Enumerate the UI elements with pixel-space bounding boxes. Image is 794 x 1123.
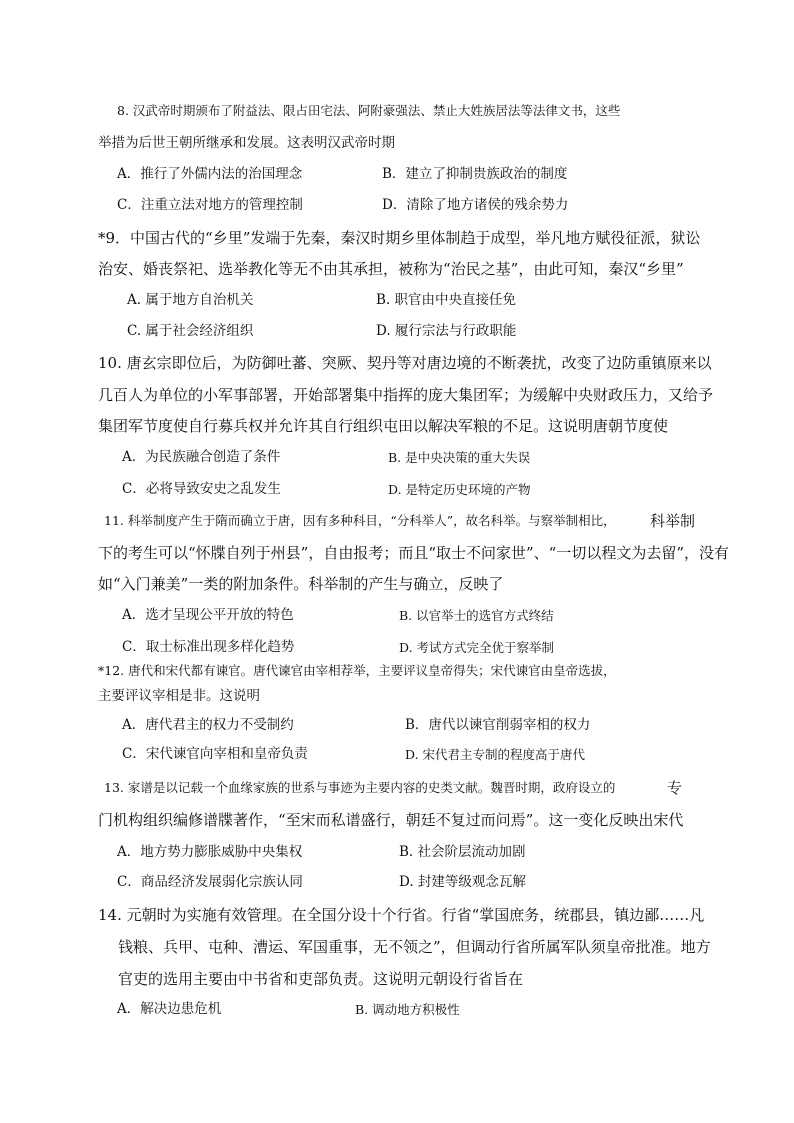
q8-option-c: C．注重立法对地方的管理控制 — [117, 197, 303, 213]
q12-stem-line2: 主要评议宰相是非。这说明 — [98, 688, 260, 704]
q11-option-d: D. 考试方式完全优于察举制 — [399, 640, 555, 655]
q8-stem-line1: 8. 汉武帝时期颁布了附益法、限占田宅法、阿附豪强法、禁止大姓族居法等法律文书，这些 — [117, 103, 621, 118]
q11-option-b: B. 以官举士的选官方式终结 — [399, 608, 554, 623]
q12-option-a: A．唐代君主的权力不受制约 — [122, 717, 294, 733]
q12-stem-line1: *12. 唐代和宋代都有谏官。唐代谏官由宰相荐举，主要评议皇帝得失；宋代谏官由皇帝选拔， — [98, 663, 616, 678]
q10-option-d: D. 是特定历史环境的产物 — [388, 482, 531, 497]
q13-stem-line1: 13. 家谱是以记载一个血缘家族的世系与事迹为主要内容的史类文献。魏晋时期，政府设立的 — [104, 780, 616, 795]
q10-stem-line1: 10. 唐玄宗即位后，为防御吐蕃、突厥、契丹等对唐边境的不断袭扰，改变了边防重镇原来以 — [98, 354, 712, 372]
q13-option-a: A．地方势力膨胀威胁中央集权 — [117, 844, 303, 860]
q11-option-a: A．选才呈现公平开放的特色 — [122, 607, 294, 623]
q13-option-b: B. 社会阶层流动加剧 — [399, 844, 526, 860]
q12-option-d: D. 宋代君主专制的程度高于唐代 — [405, 747, 586, 762]
q10-option-b: B. 是中央决策的重大失误 — [388, 450, 531, 465]
q11-stem-line1: 11. 科举制度产生于隋而确立于唐，因有多种科目，“分科举人”，故名科举。与察举制相比， — [104, 513, 616, 528]
q14-stem-line3: 官吏的选用主要由中书省和吏部负责。这说明元朝设行省旨在 — [118, 970, 524, 988]
q13-option-c: C．商品经济发展弱化宗族认同 — [117, 874, 303, 890]
q11-option-c: C．取士标准出现多样化趋势 — [122, 639, 295, 655]
q9-option-d: D. 履行宗法与行政职能 — [376, 323, 517, 339]
q8-option-d: D．清除了地方诸侯的残余势力 — [382, 197, 569, 213]
q11-stem-line1-end: 科举制 — [650, 512, 696, 530]
q9-option-a: A. 属于地方自治机关 — [127, 292, 254, 308]
q10-stem-line3: 集团军节度使自行募兵权并允许其自行组织屯田以解决军粮的不足。这说明唐朝节度使 — [98, 417, 669, 435]
q9-option-c: C. 属于社会经济组织 — [127, 323, 254, 339]
q11-stem-line3: 如“入门兼美”一类的附加条件。科举制的产生与确立，反映了 — [98, 575, 504, 593]
q14-option-b: B. 调动地方积极性 — [355, 1002, 460, 1017]
q14-stem-line1: 14. 元朝时为实施有效管理。在全国分设十个行省。行省“掌国庶务，统郡县，镇边鄙……凡 — [98, 906, 705, 924]
q13-stem-line1-end: 专 — [667, 779, 683, 797]
q13-option-d: D. 封建等级观念瓦解 — [399, 874, 526, 890]
q9-stem-line2: 治安、婚丧祭祀、选举教化等无不由其承担，被称为“治民之基”，由此可知，秦汉“乡里” — [98, 260, 684, 278]
q13-stem-line2: 门机构组织编修谱牒著作，“至宋而私谱盛行，朝廷不复过而问焉”。这一变化反映出宋代 — [98, 811, 684, 829]
q10-option-a: A．为民族融合创造了条件 — [122, 449, 281, 465]
q12-option-b: B．唐代以谏官削弱宰相的权力 — [405, 717, 591, 733]
q9-stem-line1: *9．中国古代的“乡里”发端于先秦，秦汉时期乡里体制趋于成型，举凡地方赋役征派，狱讼 — [98, 229, 701, 247]
q8-stem-line2: 举措为后世王朝所继承和发展。这表明汉武帝时期 — [98, 135, 395, 151]
q11-stem-line2: 下的考生可以“怀牒自列于州县”，自由报考；而且“取士不问家世”、“一切以程文为去留”，没有 — [98, 544, 730, 562]
q8-option-b: B．建立了抑制贵族政治的制度 — [382, 166, 568, 182]
q10-stem-line2: 几百人为单位的小军事部署，开始部署集中指挥的庞大集团军；为缓解中央财政压力，又给予 — [98, 386, 714, 404]
q10-option-c: C．必将导致安史之乱发生 — [122, 481, 281, 497]
q14-stem-line2: 钱粮、兵甲、屯种、漕运、军国重事，无不领之”，但调动行省所属军队须皇帝批准。地方 — [118, 938, 711, 956]
q12-option-c: C．宋代谏官向宰相和皇帝负责 — [122, 746, 308, 762]
q14-option-a: A．解决边患危机 — [117, 1001, 222, 1017]
q8-option-a: A．推行了外儒内法的治国理念 — [117, 166, 303, 182]
q9-option-b: B. 职官由中央直接任免 — [376, 292, 517, 308]
